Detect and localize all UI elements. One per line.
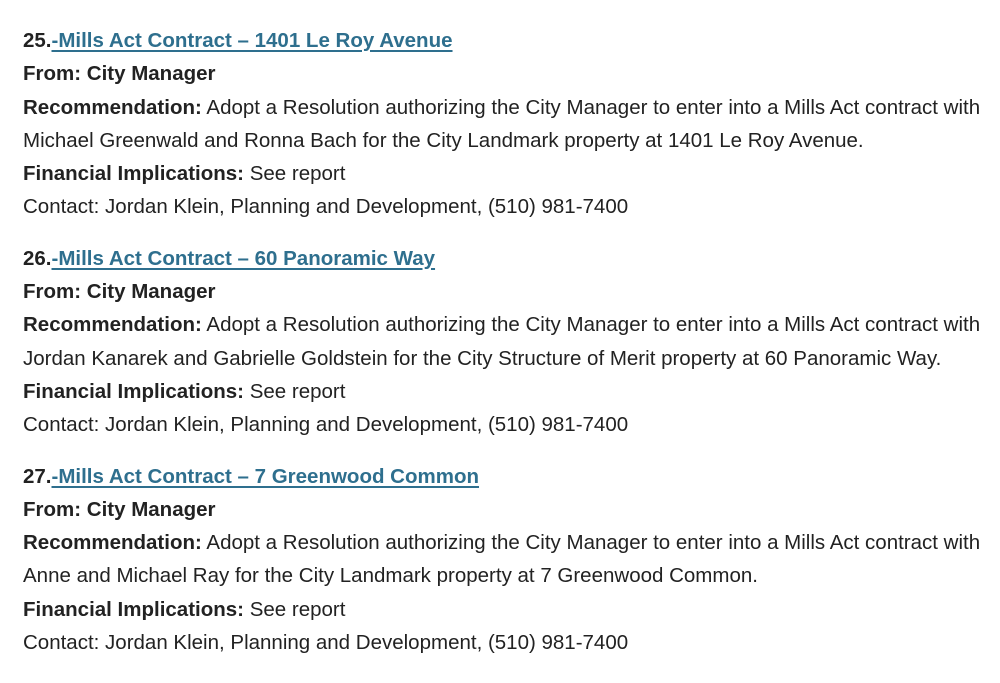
agenda-item	[23, 24, 993, 224]
item-title-link[interactable]: -Mills Act Contract – 1401 Le Roy Avenue	[51, 29, 453, 52]
contact-line: Contact: Jordan Klein, Planning and Development, (510) 981-7400	[23, 413, 629, 437]
item-title-link[interactable]: -Mills Act Contract – 7 Greenwood Common	[51, 464, 480, 488]
recommendation-label: Recommendation:	[23, 95, 202, 119]
contact-line: Contact: Jordan Klein, Planning and Development, (510) 981-7400	[23, 195, 629, 219]
financial-label: Financial Implications:	[23, 379, 244, 403]
agenda-item	[23, 460, 993, 660]
item-heading	[23, 242, 993, 275]
from-value: City Manager	[86, 62, 216, 86]
from-label: From:	[23, 280, 82, 304]
financial-label: Financial Implications:	[23, 597, 244, 621]
financial-text: See report	[249, 597, 346, 621]
item-heading	[23, 460, 993, 493]
item-number: 25.	[23, 29, 52, 52]
item-number: 27.	[23, 464, 52, 488]
recommendation-line	[23, 91, 993, 158]
from-value: City Manager	[86, 497, 216, 521]
financial-text: See report	[249, 162, 346, 186]
from-line	[23, 275, 993, 308]
from-label: From:	[23, 62, 82, 86]
item-number: 26.	[23, 246, 52, 270]
recommendation-label: Recommendation:	[23, 313, 202, 337]
recommendation-line	[23, 308, 993, 375]
financial-line	[23, 157, 993, 190]
recommendation-text: Adopt a Resolution authorizing the City Manager to enter into a Mills Act contract with Michael Greenwald and Ronna Bach for the City Landmark property at 1401 Le Roy Avenue.	[23, 95, 981, 152]
item-title-link[interactable]: -Mills Act Contract – 60 Panoramic Way	[51, 246, 436, 270]
recommendation-line	[23, 526, 993, 593]
contact-line: Contact: Jordan Klein, Planning and Development, (510) 981-7400	[23, 631, 629, 655]
financial-line	[23, 375, 993, 408]
recommendation-text: Adopt a Resolution authorizing the City Manager to enter into a Mills Act contract with Anne and Michael Ray for the City Landmark property at 7 Greenwood Common.	[23, 531, 981, 588]
item-heading	[23, 24, 993, 57]
financial-label: Financial Implications:	[23, 162, 244, 186]
from-line	[23, 493, 993, 526]
agenda-list	[23, 24, 993, 677]
recommendation-text: Adopt a Resolution authorizing the City Manager to enter into a Mills Act contract with Jordan Kanarek and Gabrielle Goldstein for the City Structure of Merit property at 60 Panoramic Way.	[23, 313, 981, 370]
recommendation-label: Recommendation:	[23, 531, 202, 555]
from-label: From:	[23, 497, 82, 521]
from-line	[23, 57, 993, 90]
from-value: City Manager	[86, 280, 216, 304]
agenda-item	[23, 242, 993, 442]
financial-line	[23, 593, 993, 626]
financial-text: See report	[249, 379, 346, 403]
